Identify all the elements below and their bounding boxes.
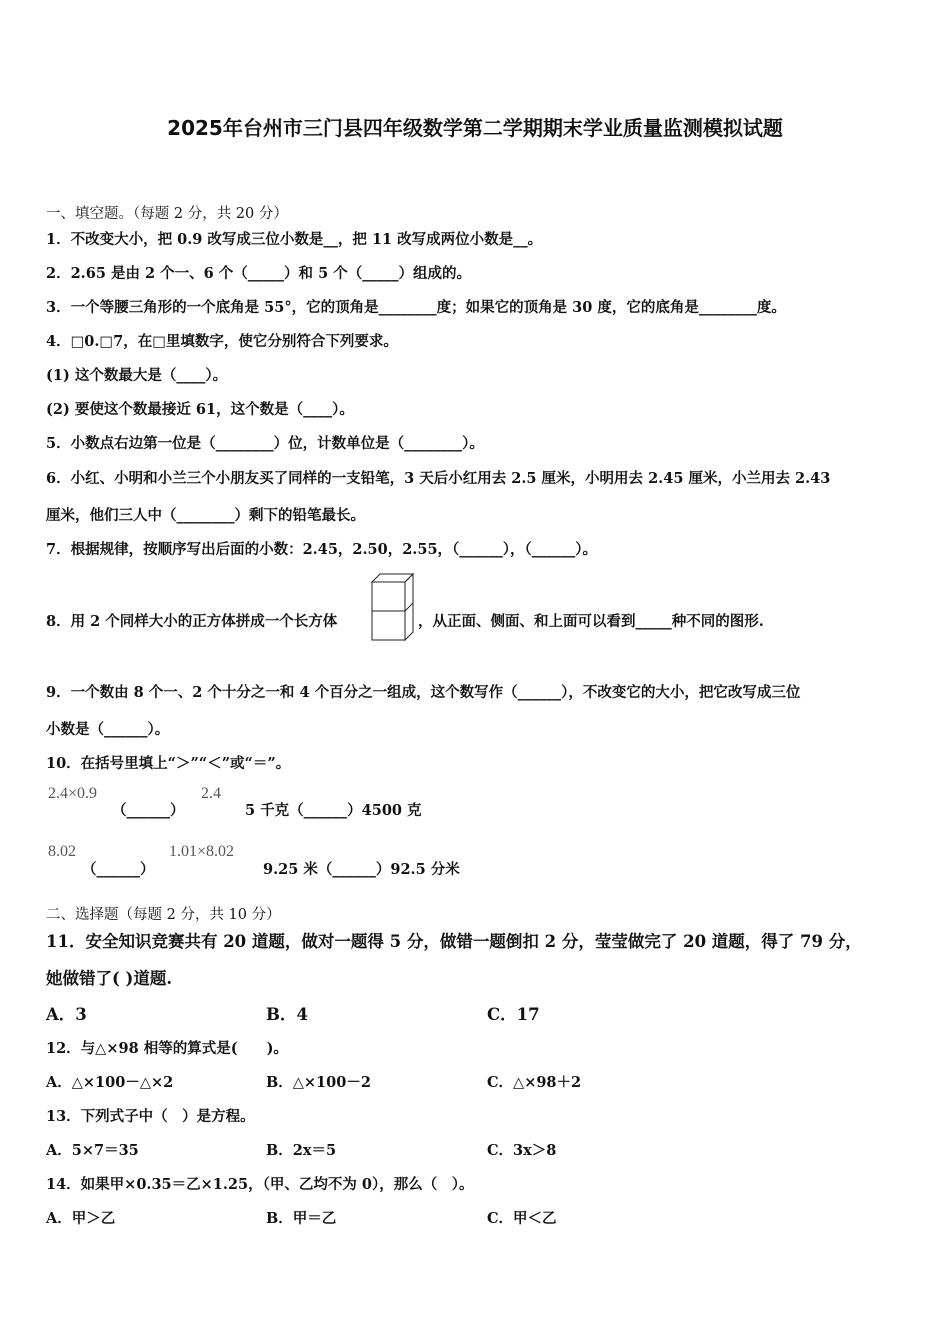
- compare-3-blank: （______）: [82, 861, 155, 878]
- question-13: 13．下列式子中（ ）是方程。: [46, 1108, 255, 1125]
- question-4-part-1: (1) 这个数最大是（____）。: [46, 367, 228, 384]
- question-14-option-b: B．甲＝乙: [266, 1210, 337, 1227]
- question-12-option-b: B．△×100－2: [266, 1074, 371, 1091]
- question-14: 14．如果甲×0.35＝乙×1.25，（甲、乙均不为 0），那么（ ）。: [46, 1176, 474, 1193]
- question-2: 2．2.65 是由 2 个一、6 个（_____）和 5 个（_____）组成的。: [46, 265, 471, 282]
- page-title: 2025年台州市三门县四年级数学第二学期期末学业质量监测模拟试题: [167, 116, 783, 140]
- question-1: 1．不改变大小，把 0.9 改写成三位小数是__，把 11 改写成两位小数是__。: [46, 231, 543, 248]
- compare-1-blank: （______）: [112, 802, 185, 819]
- cuboid-figure: [371, 573, 415, 643]
- question-11-option-a: A．3: [46, 1005, 87, 1024]
- question-5: 5．小数点右边第一位是（________）位，计数单位是（________）。: [46, 435, 484, 452]
- question-11-option-c: C．17: [487, 1005, 540, 1024]
- question-6-line-2: 厘米，他们三人中（________）剩下的铅笔最长。: [46, 507, 365, 524]
- question-8-text-a: 8．用 2 个同样大小的正方体拼成一个长方体: [46, 613, 338, 630]
- question-6-line-1: 6．小红、小明和小兰三个小朋友买了同样的一支铅笔，3 天后小红用去 2.5 厘米，小明用去 2.45 厘米，小兰用去 2.43: [46, 470, 831, 487]
- question-13-option-a: A．5×7＝35: [46, 1142, 139, 1159]
- question-11-line-1: 11．安全知识竞赛共有 20 道题，做对一题得 5 分，做错一题倒扣 2 分，莹莹做完了 20 道题，得了 79 分，: [46, 932, 862, 951]
- question-9-line-2: 小数是（______）。: [46, 721, 170, 738]
- question-11-option-b: B．4: [266, 1005, 308, 1024]
- question-7: 7．根据规律，按顺序写出后面的小数：2.45，2.50，2.55，（______），（______）。: [46, 541, 598, 558]
- compare-3-right: 1.01×8.02: [169, 843, 235, 860]
- compare-2: 5 千克（______）4500 克: [245, 802, 422, 819]
- question-10: 10．在括号里填上“＞”“＜”或“＝”。: [46, 755, 291, 772]
- question-14-option-a: A．甲＞乙: [46, 1210, 116, 1227]
- compare-4: 9.25 米（______）92.5 分米: [263, 861, 460, 878]
- question-12-option-a: A．△×100－△×2: [46, 1074, 174, 1091]
- question-12: 12．与△×98 相等的算式是( )。: [46, 1040, 288, 1057]
- question-4: 4．□0.□7，在□里填数字，使它分别符合下列要求。: [46, 333, 398, 350]
- question-14-option-c: C．甲＜乙: [487, 1210, 557, 1227]
- compare-1-left: 2.4×0.9: [48, 785, 98, 802]
- question-13-option-c: C．3x＞8: [487, 1142, 557, 1159]
- question-12-option-c: C．△×98＋2: [487, 1074, 582, 1091]
- question-13-option-b: B．2x＝5: [266, 1142, 337, 1159]
- compare-1-right: 2.4: [201, 785, 221, 802]
- compare-3-left: 8.02: [48, 843, 76, 860]
- section-1-header: 一、填空题。（每题 2 分，共 20 分）: [46, 206, 288, 222]
- section-2-header: 二、选择题（每题 2 分，共 10 分）: [46, 907, 281, 923]
- question-4-part-2: (2) 要使这个数最接近 61，这个数是（____）。: [46, 401, 354, 418]
- question-8-text-b: ，从正面、侧面、和上面可以看到_____种不同的图形.: [418, 613, 764, 630]
- question-3: 3．一个等腰三角形的一个底角是 55°，它的顶角是________度；如果它的顶角是 30 度，它的底角是________度。: [46, 299, 786, 316]
- question-9-line-1: 9．一个数由 8 个一、2 个十分之一和 4 个百分之一组成，这个数写作（______），不改变它的大小，把它改写成三位: [46, 684, 801, 701]
- question-11-line-2: 她做错了( )道题.: [46, 969, 173, 988]
